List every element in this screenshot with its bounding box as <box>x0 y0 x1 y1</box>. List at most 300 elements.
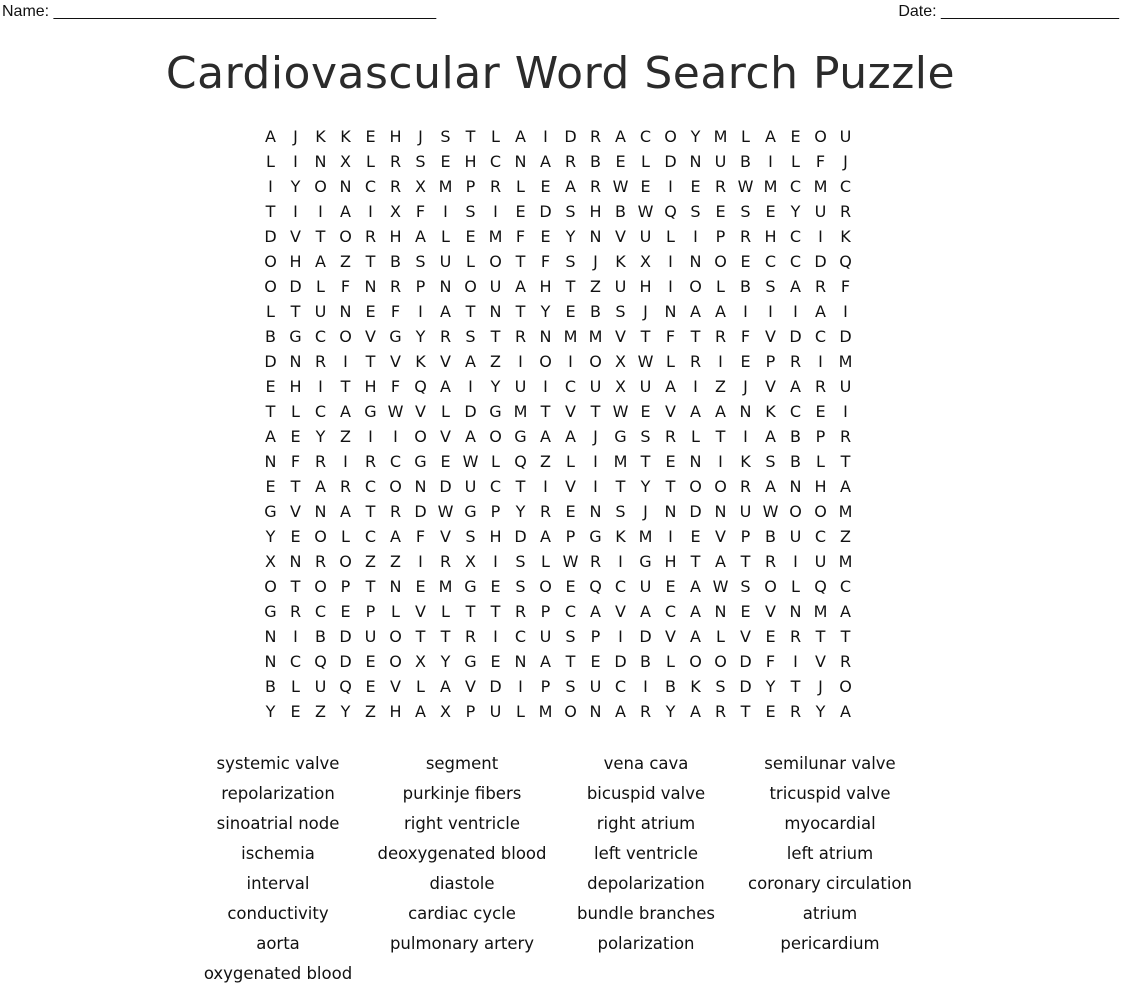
grid-letter: B <box>315 627 326 646</box>
grid-letter: Y <box>765 677 776 696</box>
grid-letter: A <box>465 427 476 446</box>
grid-letter: L <box>516 702 525 721</box>
word-bank-item: depolarization <box>587 874 705 893</box>
grid-letter: S <box>765 452 776 471</box>
grid-letter: D <box>689 502 702 521</box>
grid-letter: R <box>814 377 827 396</box>
grid-letter: E <box>465 227 476 246</box>
grid-letter: K <box>315 127 326 146</box>
grid-letter: R <box>739 227 752 246</box>
grid-letter: U <box>639 377 652 396</box>
grid-letter: L <box>791 152 800 171</box>
grid-letter: H <box>289 252 302 271</box>
page-title: Cardiovascular Word Search Puzzle <box>165 48 956 99</box>
grid-letter: R <box>789 702 802 721</box>
grid-letter: T <box>490 327 501 346</box>
grid-letter: I <box>493 627 498 646</box>
grid-letter: I <box>818 227 823 246</box>
grid-letter: E <box>365 127 376 146</box>
grid-letter: D <box>264 352 277 371</box>
grid-letter: F <box>540 252 551 271</box>
grid-letter: A <box>690 577 701 596</box>
grid-letter: I <box>668 252 673 271</box>
grid-letter: N <box>714 502 727 521</box>
grid-letter: C <box>839 177 852 196</box>
grid-letter: G <box>464 577 477 596</box>
grid-letter: C <box>614 677 627 696</box>
grid-letter: E <box>540 227 551 246</box>
grid-letter: V <box>615 602 626 621</box>
grid-letter: D <box>439 477 452 496</box>
grid-letter: L <box>791 577 800 596</box>
grid-letter: S <box>565 677 576 696</box>
word-bank-item: interval <box>246 874 310 893</box>
grid-letter: C <box>389 452 402 471</box>
grid-letter: N <box>514 652 527 671</box>
grid-letter: L <box>266 302 275 321</box>
grid-letter: C <box>614 577 627 596</box>
grid-letter: R <box>639 702 652 721</box>
grid-letter: I <box>693 377 698 396</box>
grid-letter: C <box>839 577 852 596</box>
grid-letter: V <box>565 477 576 496</box>
word-bank-item: deoxygenated blood <box>377 844 547 863</box>
grid-letter: E <box>515 202 526 221</box>
grid-letter: N <box>589 502 602 521</box>
grid-letter: U <box>539 627 552 646</box>
grid-letter: E <box>740 352 751 371</box>
grid-letter: G <box>489 402 502 421</box>
grid-letter: S <box>715 677 726 696</box>
grid-letter: D <box>814 252 827 271</box>
grid-letter: Z <box>490 352 501 371</box>
grid-letter: O <box>264 277 277 296</box>
grid-letter: G <box>614 427 627 446</box>
grid-letter: I <box>368 427 373 446</box>
grid-letter: X <box>340 152 351 171</box>
word-bank-item: pulmonary artery <box>389 934 535 953</box>
grid-letter: S <box>615 302 626 321</box>
grid-letter: O <box>339 327 352 346</box>
grid-letter: K <box>740 452 751 471</box>
grid-letter: T <box>265 202 276 221</box>
grid-letter: K <box>615 252 626 271</box>
grid-letter: Y <box>340 702 351 721</box>
grid-letter: F <box>515 227 526 246</box>
word-bank-item: segment <box>425 754 499 773</box>
word-bank-item: tricuspid valve <box>769 784 891 803</box>
grid-letter: K <box>340 127 351 146</box>
grid-letter: U <box>639 577 652 596</box>
grid-letter: E <box>740 602 751 621</box>
grid-letter: A <box>840 702 851 721</box>
grid-letter: I <box>843 402 848 421</box>
grid-letter: N <box>539 327 552 346</box>
grid-letter: K <box>415 352 426 371</box>
grid-letter: D <box>289 277 302 296</box>
grid-letter: C <box>639 127 652 146</box>
grid-letter: E <box>365 677 376 696</box>
grid-letter: Y <box>290 177 301 196</box>
grid-letter: M <box>713 127 728 146</box>
grid-letter: Y <box>640 477 651 496</box>
grid-letter: E <box>565 302 576 321</box>
grid-letter: V <box>615 327 626 346</box>
grid-letter: Q <box>839 252 852 271</box>
word-bank-item: repolarization <box>221 784 335 803</box>
grid-letter: N <box>289 552 302 571</box>
grid-letter: L <box>666 227 675 246</box>
grid-letter: H <box>639 277 652 296</box>
grid-letter: H <box>764 227 777 246</box>
grid-letter: I <box>668 277 673 296</box>
word-bank-item: left ventricle <box>594 844 698 863</box>
grid-letter: W <box>612 177 629 196</box>
grid-letter: O <box>714 477 727 496</box>
grid-letter: I <box>343 352 348 371</box>
grid-letter: Y <box>490 377 501 396</box>
grid-letter: A <box>690 302 701 321</box>
grid-letter: S <box>740 577 751 596</box>
grid-letter: H <box>589 202 602 221</box>
grid-letter: T <box>365 502 376 521</box>
grid-letter: O <box>814 127 827 146</box>
grid-letter: K <box>615 527 626 546</box>
grid-letter: I <box>318 377 323 396</box>
grid-letter: C <box>489 152 502 171</box>
grid-letter: E <box>665 577 676 596</box>
grid-letter: A <box>465 352 476 371</box>
grid-letter: C <box>364 477 377 496</box>
grid-letter: D <box>489 677 502 696</box>
grid-letter: F <box>840 277 851 296</box>
grid-letter: B <box>740 277 751 296</box>
grid-letter: M <box>838 552 853 571</box>
grid-letter: R <box>739 477 752 496</box>
grid-letter: V <box>665 627 676 646</box>
grid-letter: A <box>690 602 701 621</box>
grid-letter: N <box>364 277 377 296</box>
grid-letter: T <box>515 477 526 496</box>
grid-letter: V <box>440 352 451 371</box>
word-bank-item: oxygenated blood <box>203 964 353 983</box>
grid-letter: N <box>439 277 452 296</box>
grid-letter: R <box>389 152 402 171</box>
grid-letter: Y <box>665 702 676 721</box>
grid-letter: D <box>464 402 477 421</box>
grid-letter: P <box>465 702 476 721</box>
grid-letter: A <box>690 402 701 421</box>
grid-letter: V <box>765 377 776 396</box>
grid-letter: B <box>740 152 751 171</box>
grid-letter: U <box>464 477 477 496</box>
grid-letter: T <box>515 302 526 321</box>
grid-letter: E <box>440 452 451 471</box>
grid-letter: V <box>440 527 451 546</box>
grid-letter: G <box>464 502 477 521</box>
grid-letter: O <box>414 427 427 446</box>
grid-letter: R <box>714 702 727 721</box>
grid-letter: M <box>563 327 578 346</box>
grid-letter: A <box>540 152 551 171</box>
grid-letter: H <box>389 702 402 721</box>
grid-letter: N <box>664 302 677 321</box>
grid-letter: N <box>339 177 352 196</box>
grid-letter: R <box>514 602 527 621</box>
grid-letter: U <box>789 527 802 546</box>
grid-letter: R <box>839 427 852 446</box>
grid-letter: T <box>565 277 576 296</box>
grid-letter: U <box>814 202 827 221</box>
grid-letter: P <box>490 502 501 521</box>
word-bank-item: systemic valve <box>216 754 340 773</box>
grid-letter: A <box>840 602 851 621</box>
grid-letter: A <box>715 552 726 571</box>
grid-letter: I <box>768 152 773 171</box>
grid-letter: H <box>389 227 402 246</box>
grid-letter: A <box>440 302 451 321</box>
grid-letter: J <box>293 127 298 146</box>
grid-letter: A <box>540 527 551 546</box>
grid-letter: A <box>440 377 451 396</box>
grid-letter: R <box>389 177 402 196</box>
grid-letter: D <box>339 652 352 671</box>
word-bank-item: left atrium <box>786 844 874 863</box>
grid-letter: D <box>564 127 577 146</box>
grid-letter: P <box>465 177 476 196</box>
grid-letter: K <box>690 677 701 696</box>
grid-letter: I <box>593 477 598 496</box>
grid-letter: X <box>640 252 651 271</box>
grid-letter: X <box>465 552 476 571</box>
grid-letter: O <box>489 427 502 446</box>
grid-letter: E <box>415 577 426 596</box>
grid-letter: J <box>643 302 648 321</box>
grid-letter: U <box>739 502 752 521</box>
grid-letter: T <box>490 602 501 621</box>
grid-letter: W <box>637 352 654 371</box>
grid-letter: V <box>290 227 301 246</box>
word-bank-item: polarization <box>597 934 695 953</box>
grid-letter: C <box>314 327 327 346</box>
grid-letter: N <box>264 627 277 646</box>
grid-letter: X <box>390 202 401 221</box>
grid-letter: O <box>539 577 552 596</box>
grid-letter: A <box>265 127 276 146</box>
grid-letter: A <box>690 627 701 646</box>
grid-letter: G <box>289 327 302 346</box>
grid-letter: I <box>668 177 673 196</box>
grid-letter: P <box>815 427 826 446</box>
grid-letter: P <box>365 602 376 621</box>
grid-letter: R <box>789 352 802 371</box>
grid-letter: R <box>689 352 702 371</box>
grid-letter: N <box>689 452 702 471</box>
word-bank-item: atrium <box>802 904 858 923</box>
grid-letter: Q <box>414 377 427 396</box>
grid-letter: I <box>818 352 823 371</box>
grid-letter: D <box>539 202 552 221</box>
grid-letter: U <box>639 227 652 246</box>
grid-letter: R <box>389 502 402 521</box>
grid-letter: R <box>564 152 577 171</box>
grid-letter: V <box>565 402 576 421</box>
grid-letter: B <box>790 427 801 446</box>
grid-letter: T <box>740 552 751 571</box>
grid-letter: V <box>415 602 426 621</box>
grid-letter: Q <box>514 452 527 471</box>
grid-letter: U <box>514 377 527 396</box>
grid-letter: D <box>264 227 277 246</box>
grid-letter: W <box>612 402 629 421</box>
grid-letter: I <box>418 302 423 321</box>
grid-letter: H <box>539 277 552 296</box>
grid-letter: L <box>716 277 725 296</box>
grid-letter: T <box>640 452 651 471</box>
grid-letter: E <box>640 177 651 196</box>
grid-letter: A <box>690 702 701 721</box>
grid-letter: N <box>589 227 602 246</box>
grid-letter: M <box>588 327 603 346</box>
grid-letter: A <box>515 277 526 296</box>
grid-letter: I <box>393 427 398 446</box>
grid-letter: W <box>437 502 454 521</box>
grid-letter: I <box>293 202 298 221</box>
grid-letter: P <box>740 527 751 546</box>
grid-letter: A <box>415 227 426 246</box>
grid-letter: M <box>813 177 828 196</box>
grid-letter: Y <box>790 202 801 221</box>
grid-letter: I <box>568 352 573 371</box>
grid-letter: L <box>316 277 325 296</box>
grid-letter: C <box>664 602 677 621</box>
grid-letter: I <box>493 552 498 571</box>
grid-letter: T <box>340 377 351 396</box>
grid-letter: I <box>543 477 548 496</box>
grid-letter: I <box>543 127 548 146</box>
grid-letter: L <box>441 602 450 621</box>
grid-letter: L <box>641 152 650 171</box>
grid-letter: E <box>265 477 276 496</box>
grid-letter: I <box>843 302 848 321</box>
grid-letter: A <box>790 277 801 296</box>
grid-letter: H <box>489 527 502 546</box>
grid-letter: A <box>315 477 326 496</box>
grid-letter: A <box>415 702 426 721</box>
grid-letter: S <box>565 252 576 271</box>
grid-letter: Z <box>590 277 601 296</box>
grid-letter: T <box>590 402 601 421</box>
grid-letter: V <box>615 227 626 246</box>
grid-letter: F <box>390 377 401 396</box>
grid-letter: C <box>789 252 802 271</box>
grid-letter: T <box>365 577 376 596</box>
grid-letter: E <box>565 502 576 521</box>
grid-letter: I <box>518 677 523 696</box>
grid-letter: T <box>840 627 851 646</box>
grid-letter: E <box>490 652 501 671</box>
grid-letter: S <box>465 327 476 346</box>
grid-letter: U <box>439 252 452 271</box>
grid-letter: R <box>314 352 327 371</box>
grid-letter: E <box>490 577 501 596</box>
grid-letter: O <box>389 477 402 496</box>
grid-letter: Z <box>340 427 351 446</box>
grid-letter: F <box>740 327 751 346</box>
grid-letter: F <box>815 152 826 171</box>
grid-letter: E <box>715 202 726 221</box>
grid-letter: D <box>339 627 352 646</box>
grid-letter: E <box>590 652 601 671</box>
grid-letter: I <box>418 552 423 571</box>
grid-letter: U <box>489 277 502 296</box>
grid-letter: E <box>790 127 801 146</box>
grid-letter: A <box>340 402 351 421</box>
grid-letter: L <box>416 677 425 696</box>
grid-letter: W <box>737 177 754 196</box>
grid-letter: S <box>690 202 701 221</box>
grid-letter: G <box>514 427 527 446</box>
grid-letter: C <box>789 402 802 421</box>
grid-letter: M <box>513 402 528 421</box>
grid-letter: N <box>414 477 427 496</box>
grid-letter: E <box>765 202 776 221</box>
grid-letter: C <box>814 327 827 346</box>
word-bank-item: ischemia <box>241 844 315 863</box>
grid-letter: G <box>464 652 477 671</box>
grid-letter: H <box>389 127 402 146</box>
date-field-label: Date: ____________________ <box>898 3 1119 20</box>
grid-letter: M <box>838 352 853 371</box>
grid-letter: S <box>565 202 576 221</box>
grid-letter: Z <box>840 527 851 546</box>
grid-letter: C <box>364 527 377 546</box>
grid-letter: T <box>290 302 301 321</box>
grid-letter: F <box>665 327 676 346</box>
word-bank-item: diastole <box>429 874 495 893</box>
grid-letter: Z <box>340 252 351 271</box>
grid-letter: D <box>739 652 752 671</box>
word-bank-item: pericardium <box>780 934 880 953</box>
grid-letter: N <box>264 452 277 471</box>
grid-letter: W <box>387 402 404 421</box>
grid-letter: U <box>714 152 727 171</box>
grid-letter: N <box>264 652 277 671</box>
grid-letter: E <box>265 377 276 396</box>
grid-letter: S <box>765 277 776 296</box>
grid-letter: B <box>590 152 601 171</box>
grid-letter: N <box>314 502 327 521</box>
grid-letter: J <box>818 677 823 696</box>
grid-letter: C <box>514 627 527 646</box>
grid-letter: S <box>565 627 576 646</box>
grid-letter: C <box>789 177 802 196</box>
grid-letter: O <box>264 577 277 596</box>
grid-letter: B <box>790 452 801 471</box>
grid-letter: T <box>415 627 426 646</box>
grid-letter: O <box>264 252 277 271</box>
grid-letter: T <box>665 477 676 496</box>
grid-letter: S <box>415 252 426 271</box>
grid-letter: A <box>765 477 776 496</box>
grid-letter: P <box>340 577 351 596</box>
grid-letter: X <box>615 377 626 396</box>
grid-letter: O <box>339 552 352 571</box>
grid-letter: T <box>740 702 751 721</box>
grid-letter: O <box>389 627 402 646</box>
grid-letter: B <box>265 677 276 696</box>
grid-letter: H <box>364 377 377 396</box>
